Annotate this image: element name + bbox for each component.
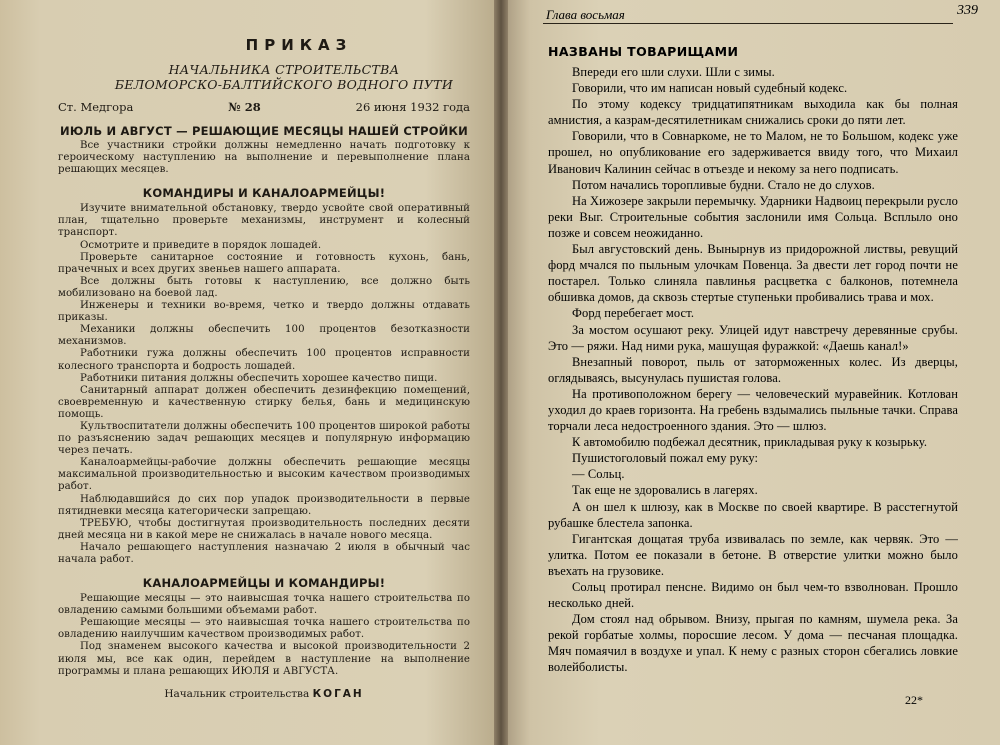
text-paragraph: На противоположном берегу — человеческий муравейник. Котлован уходил до краев горизонта. На гребень вздымались пыльные тачки. Справа торчали леса недостроенного здания. Это — шлюз. (548, 386, 958, 434)
order-paragraph: Механики должны обеспечить 100 процентов безотказности механизмов. (58, 324, 470, 348)
order-paragraph: Изучите внимательной обстановку, твердо усвойте свой оперативный план, тщательно проверьте механизмы, инструмент и колесный транспорт. (58, 203, 470, 239)
order-subtitle-line: НАЧАЛЬНИКА СТРОИТЕЛЬСТВА (168, 62, 400, 77)
body-text (548, 64, 958, 676)
text-paragraph: Говорили, что в Совнаркоме, не то Малом, не то Большом, кодекс уже прошел, но опубликование его задерживается ввиду того, что Михаил Иванович Калинин сейчас в отъезде и некому за него подписать. (548, 129, 958, 176)
order-number: № 28 (228, 100, 261, 114)
order-subtitle (98, 62, 470, 92)
order-document (58, 36, 470, 700)
order-paragraph: Решающие месяцы — это наивысшая точка нашего строительства по овладению наилучшим качеством производимых работ. (58, 617, 470, 641)
order-paragraph: Начало решающего наступления назначаю 2 июля в обычный час начала работ. (58, 541, 470, 565)
signature-role: Начальник строительства (164, 687, 310, 700)
text-paragraph: Форд перебегает мост. (572, 306, 695, 321)
text-paragraph: Потом начались торопливые будни. Стало не до слухов. (572, 177, 875, 192)
order-signature (58, 688, 470, 700)
order-paragraph: Работники гужа должны обеспечить 100 процентов исправности колесного транспорта и бодрость лошадей. (58, 348, 470, 372)
order-place: Ст. Медгора (58, 100, 134, 114)
text-paragraph: Внезапный поворот, пыль от заторможенных колес. Из дверцы, оглядываясь, высунулась пушистая голова. (548, 354, 958, 385)
text-paragraph: К автомобилю подбежал десятник, прикладывая руку к козырьку. (572, 435, 928, 450)
text-paragraph: По этому кодексу тридцатипятникам выходила как бы полная амнистия, а казрам-десятилетникам снижались сроки до пяти лет. (548, 97, 958, 128)
text-paragraph: Говорили, что им написан новый судебный кодекс. (572, 81, 848, 96)
order-paragraph: Каналоармейцы-рабочие должны обеспечить решающие месяцы максимальной производительностью и высоким качеством производимых работ. (58, 457, 470, 493)
order-title: ПРИКАЗ (245, 36, 353, 54)
order-meta (58, 100, 470, 114)
signature-name: КОГАН (312, 687, 364, 700)
order-paragraph: Все участники стройки должны немедленно начать подготовку к героическому наступлению на выполнение и перевыполнение плана решающих месяцев. (58, 140, 470, 176)
order-heading: КОМАНДИРЫ И КАНАЛОАРМЕЙЦЫ! (142, 186, 386, 201)
order-heading: КАНАЛОАРМЕЙЦЫ И КОМАНДИРЫ! (142, 576, 386, 591)
text-paragraph: Был августовский день. Вынырнув из придорожной листвы, ревущий форд мчался по пыльным улочкам Повенца. За двести лет город почти не постарел. Только слиняла павлинья расцветка с балконов, потемнела обшивка домов, да сквозь стертые ступеньки пробивались трава и мох. (548, 242, 958, 305)
text-paragraph: На Хижозере закрыли перемычку. Ударники Надвоиц перекрыли русло реки Выг. Строительные события заслонили имя Сольца. Всплыло оно позже и совсем неожиданно. (548, 193, 958, 240)
order-paragraph: Осмотрите и приведите в порядок лошадей. (80, 239, 322, 251)
order-date: 26 июня 1932 года (355, 100, 470, 114)
order-paragraph: Санитарный аппарат должен обеспечить дезинфекцию помещений, своевременную и качественную стирку белья, бань и медицинскую помощь. (58, 384, 470, 420)
page-number: 339 (957, 3, 978, 18)
order-paragraph: Работники питания должны обеспечить хорошее качество пищи. (80, 372, 438, 384)
running-head: Глава восьмая (546, 7, 625, 22)
text-paragraph: За мостом осушают реку. Улицей идут навстречу деревянные срубы. Это — ряжи. Над ними рука, машущая фуражкой: «Даешь канал!» (548, 322, 958, 353)
text-paragraph: Дом стоял над обрывом. Внизу, прыгая по камням, шумела река. За рекой горбатые холмы, поросшие лесом. У дома — песчаная площадка. Мяч помаячил в воздухе и упал. К нему с разных сторон сбегались ловкие волейболисты. (548, 612, 958, 675)
book-gutter (494, 0, 508, 745)
order-paragraph: Наблюдавшийся до сих пор упадок производительности в первые пятидневки месяца категорически запрещаю. (58, 493, 470, 517)
order-paragraph: Культвоспитатели должны обеспечить 100 процентов широкой работы по разъяснению задач решающих месяцев и популярную информацию через печать. (58, 420, 470, 457)
order-paragraph: Под знаменем высокого качества и высокой производительности 2 июля мы, все как один, перейдем в наступление на выполнение программы и плана решающих ИЮЛЯ и АВГУСТА. (58, 641, 470, 677)
signature-mark: 22* (905, 693, 923, 707)
order-paragraph: ТРЕБУЮ, чтобы достигнутая производительность последних десяти дней месяца ни в какой мере не снижалась в начале нового месяца. (58, 517, 470, 541)
text-paragraph: Так еще не здоровались в лагерях. (572, 483, 758, 498)
order-subtitle-line: БЕЛОМОРСКО-БАЛТИЙСКОГО ВОДНОГО ПУТИ (114, 77, 454, 92)
order-paragraph: Проверьте санитарное состояние и готовность кухонь, бань, прачечных и всех других звеньев нашего аппарата. (58, 251, 470, 275)
order-heading: ИЮЛЬ И АВГУСТ — РЕШАЮЩИЕ МЕСЯЦЫ НАШЕЙ СТРОЙКИ (60, 124, 468, 138)
chapter-title: НАЗВАНЫ ТОВАРИЩАМИ (548, 44, 739, 59)
order-paragraph: Инженеры и техники во-время, четко и твердо должны отдавать приказы. (58, 300, 470, 324)
order-paragraph: Решающие месяцы — это наивысшая точка нашего строительства по овладению самыми большими объемами работ. (58, 593, 470, 617)
text-paragraph: Пушистоголовый пожал ему руку: (572, 451, 759, 466)
text-paragraph: А он шел к шлюзу, как в Москве по своей квартире. В расстегнутой рубашке блестела запонка. (548, 499, 958, 530)
text-paragraph: Гигантская дощатая труба извивалась по земле, как червяк. Это — улитка. Потом ее показали в бетоне. В отверстие улитки можно было въехать на грузовике. (548, 531, 958, 578)
text-paragraph: Впереди его шли слухи. Шли с зимы. (572, 65, 775, 79)
text-paragraph: — Сольц. (572, 467, 625, 482)
order-paragraph: Все должны быть готовы к наступлению, все должно быть мобилизовано на боевой лад. (58, 275, 470, 299)
text-paragraph: Сольц протирал пенсне. Видимо он был чем-то взволнован. Прошло несколько дней. (548, 580, 958, 611)
running-header-rule (543, 4, 953, 24)
